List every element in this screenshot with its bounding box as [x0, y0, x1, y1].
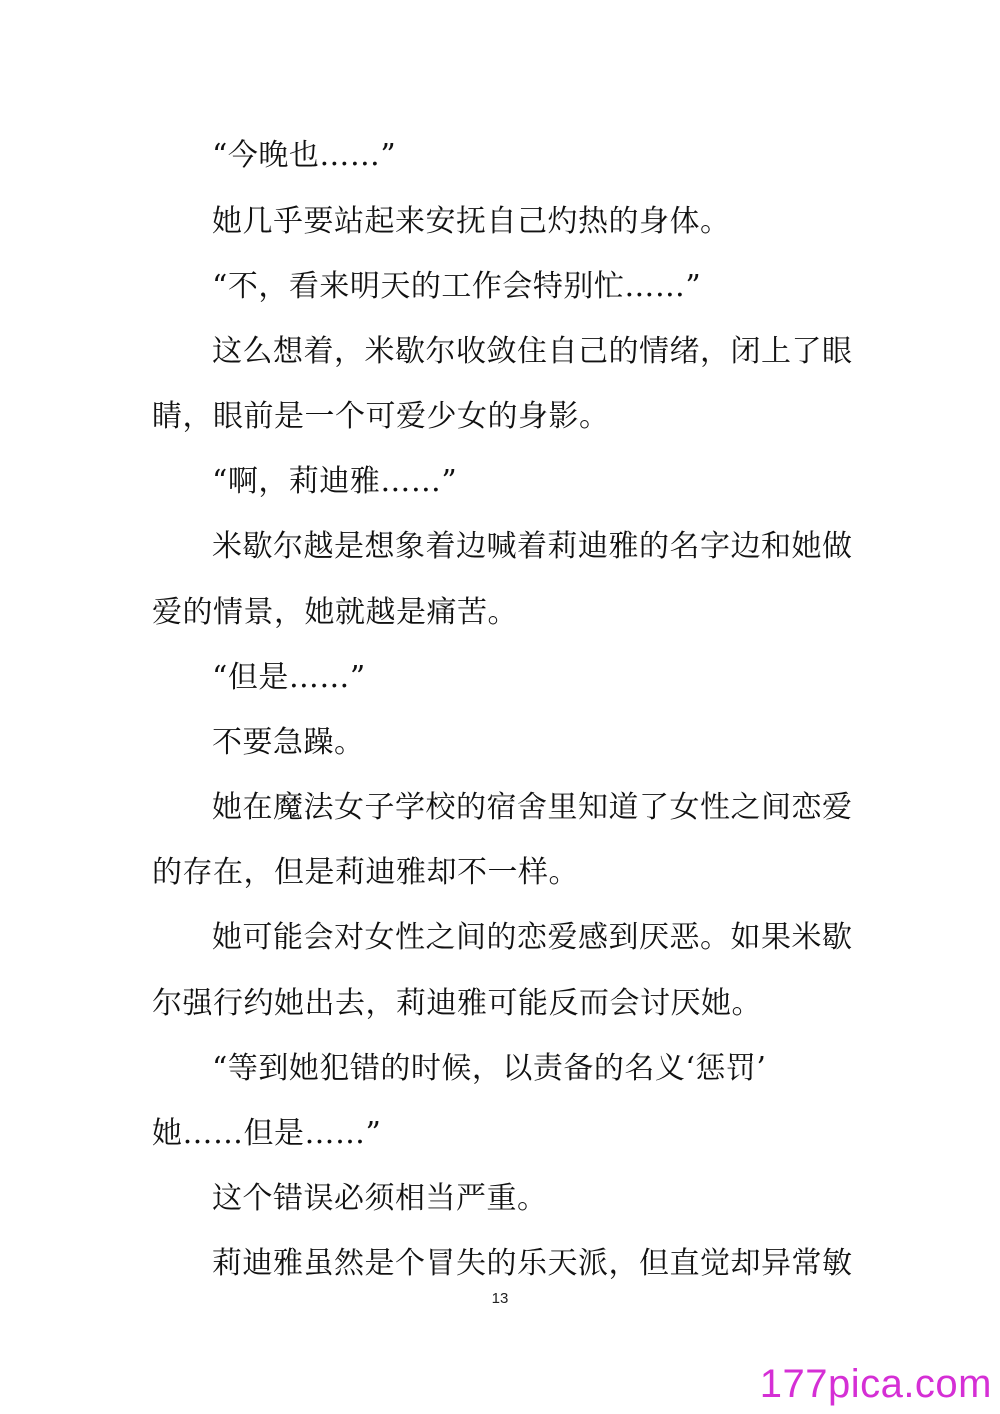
text-line: 她在魔法女子学校的宿舍里知道了女性之间恋爱	[212, 790, 853, 825]
text-line: 不要急躁。	[212, 725, 365, 760]
text-line: “但是……”	[212, 660, 366, 695]
text-line: “啊，莉迪雅……”	[212, 464, 458, 499]
text-line: 这么想着，米歇尔收敛住自己的情绪，闭上了眼	[212, 334, 853, 369]
page-number: 13	[491, 1290, 509, 1307]
text-line: 的存在，但是莉迪雅却不一样。	[152, 855, 579, 890]
text-line: 尔强行约她出去，莉迪雅可能反而会讨厌她。	[152, 986, 762, 1021]
text-line: 这个错误必须相当严重。	[212, 1181, 548, 1216]
text-line: “不，看来明天的工作会特别忙……”	[212, 269, 702, 304]
text-line: 莉迪雅虽然是个冒失的乐天派，但直觉却异常敏	[212, 1246, 853, 1281]
text-line: 她……但是……”	[152, 1116, 382, 1151]
text-line: “等到她犯错的时候，以责备的名义‘惩罚’	[212, 1051, 767, 1086]
text-line: 睛，眼前是一个可爱少女的身影。	[152, 399, 610, 434]
text-line: 她可能会对女性之间的恋爱感到厌恶。如果米歇	[212, 920, 853, 955]
text-line: “今晚也……”	[212, 138, 397, 173]
watermark: 177pica.com	[759, 1362, 992, 1406]
text-line: 爱的情景，她就越是痛苦。	[152, 595, 518, 630]
text-line: 她几乎要站起来安抚自己灼热的身体。	[212, 204, 731, 239]
text-line: 米歇尔越是想象着边喊着莉迪雅的名字边和她做	[212, 529, 853, 564]
